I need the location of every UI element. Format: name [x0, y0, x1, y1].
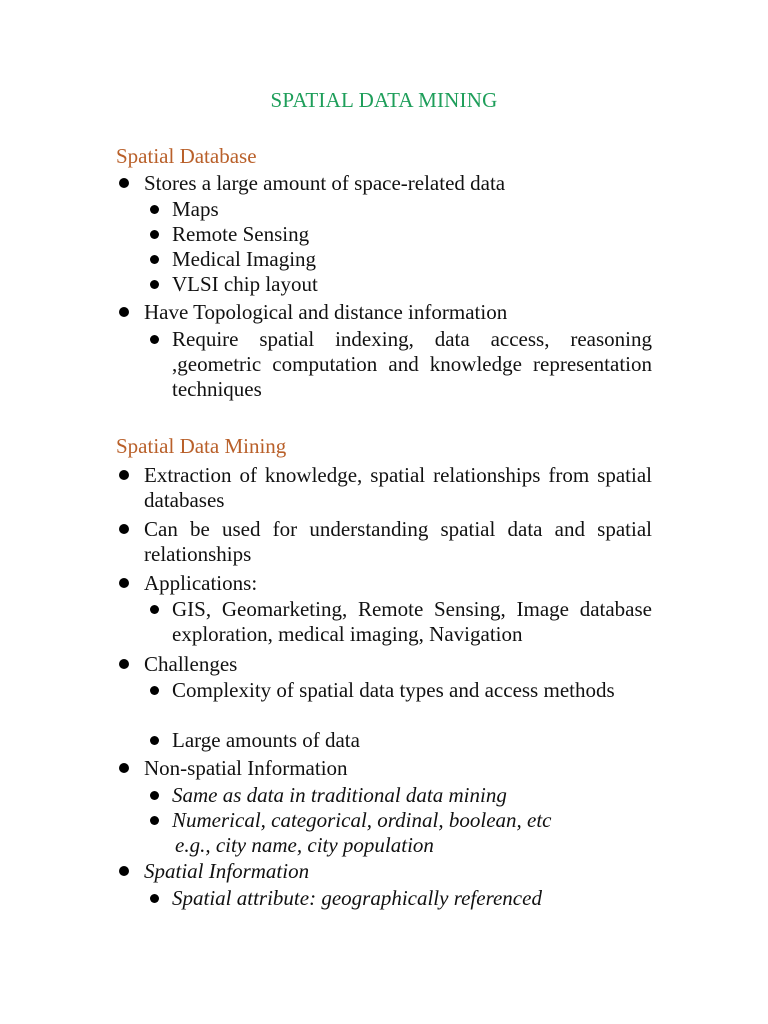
bullet-icon	[146, 272, 166, 297]
bullet-icon	[116, 171, 136, 196]
bullet-icon	[116, 652, 136, 677]
page-title: SPATIAL DATA MINING	[270, 88, 498, 112]
bullet-icon	[116, 859, 136, 884]
sub-list-item: Medical Imaging	[146, 247, 652, 272]
list-item: Can be used for understanding spatial data and spatial relationships	[116, 517, 652, 567]
bullet-icon	[116, 571, 136, 596]
bullet-icon	[146, 597, 166, 622]
example-text: e.g., city name, city population	[175, 833, 434, 857]
bullet-icon	[116, 756, 136, 781]
sub-list-item: Require spatial indexing, data access, reasoning ,geometric computation and knowledge representation techniques	[146, 327, 652, 402]
bullet-icon	[146, 327, 166, 352]
sub-list-item: VLSI chip layout	[146, 272, 652, 297]
bullet-icon	[146, 678, 166, 703]
section-heading-spatial-data-mining: Spatial Data Mining	[116, 434, 287, 458]
bullet-icon	[146, 222, 166, 247]
bullet-icon	[146, 886, 166, 911]
list-item: Applications:	[116, 571, 652, 596]
sub-list-item: Same as data in traditional data mining	[146, 783, 652, 808]
bullet-icon	[116, 463, 136, 488]
sub-list-item: Numerical, categorical, ordinal, boolean, etc	[146, 808, 652, 833]
sub-list-item: Remote Sensing	[146, 222, 652, 247]
bullet-icon	[146, 247, 166, 272]
bullet-icon	[146, 808, 166, 833]
sub-list-item: Large amounts of data	[146, 728, 652, 753]
sub-list-item: GIS, Geomarketing, Remote Sensing, Image database exploration, medical imaging, Navigation	[146, 597, 652, 647]
sub-list-item: Complexity of spatial data types and access methods	[146, 678, 652, 703]
list-item: Extraction of knowledge, spatial relationships from spatial databases	[116, 463, 652, 513]
sub-list-item: Spatial attribute: geographically referenced	[146, 886, 652, 911]
section-heading-spatial-database: Spatial Database	[116, 144, 257, 168]
sub-list-item: Maps	[146, 197, 652, 222]
bullet-icon	[146, 197, 166, 222]
bullet-icon	[146, 728, 166, 753]
list-item: Stores a large amount of space-related data	[116, 171, 652, 196]
bullet-icon	[146, 783, 166, 808]
list-item: Have Topological and distance information	[116, 300, 652, 325]
list-item: Non-spatial Information	[116, 756, 652, 781]
list-item: Spatial Information	[116, 859, 652, 884]
list-item: Challenges	[116, 652, 652, 677]
bullet-icon	[116, 517, 136, 542]
bullet-icon	[116, 300, 136, 325]
